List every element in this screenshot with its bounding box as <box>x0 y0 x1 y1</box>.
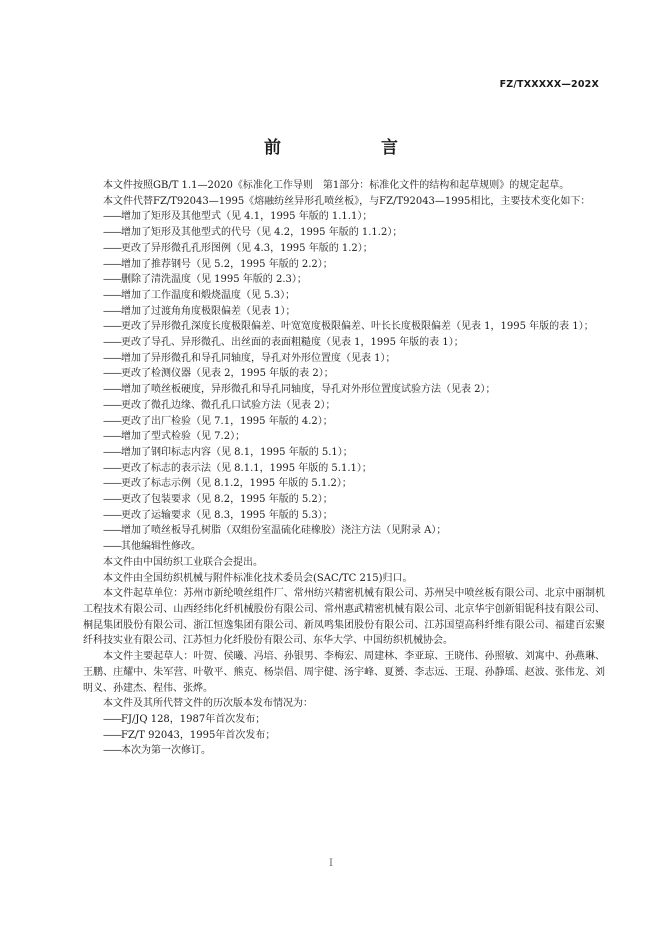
change-item-text: 更改了检测仪器（见表 2，1995 年版的表 2）； <box>121 368 334 380</box>
history-item-text: FZ/T 92043，1995年首次发布； <box>121 729 276 741</box>
list-dash: —— <box>103 289 121 301</box>
history-item <box>83 728 605 744</box>
change-item <box>83 539 605 555</box>
history-item <box>83 712 605 728</box>
change-item-text: 更改了导孔、异形微孔、出丝面的表面粗糙度（见表 1，1995 年版的表 1）； <box>121 337 464 349</box>
change-item <box>83 476 605 492</box>
change-item <box>83 288 605 304</box>
change-item-text: 删除了清洗温度（见 1995 年版的 2.3）； <box>121 274 307 286</box>
list-dash: —— <box>103 415 121 427</box>
change-item-text: 更改了异形微孔深度长度极限偏差、叶宽宽度极限偏差、叶长长度极限偏差（见表 1，1995 年版的表 1）； <box>121 321 594 333</box>
change-item <box>83 508 605 524</box>
change-item-text: 增加了工作温度和煅烧温度（见 5.3）； <box>121 289 296 301</box>
change-item-text: 增加了过渡角角度极限偏差（见表 1）； <box>121 305 296 317</box>
change-item <box>83 241 605 257</box>
document-code: FZ/TXXXXX—202X <box>499 79 599 90</box>
list-dash: —— <box>103 227 121 239</box>
change-item-text: 更改了微孔边缘、微孔孔口试验方法（见表 2）； <box>121 399 336 411</box>
change-item-text: 增加了推荐钢号（见 5.2，1995 年版的 2.2）； <box>121 258 333 270</box>
change-item <box>83 398 605 414</box>
intro-paragraph: 本文件代替FZ/T92043—1995《熔融纺丝异形孔喷丝板》，与FZ/T92043—1995相比，主要技术变化如下： <box>103 195 591 207</box>
change-item <box>83 429 605 445</box>
intro-paragraph: 本文件按照GB/T 1.1—2020《标准化工作导则 第1部分：标准化文件的结构和起草规则》的规定起草。 <box>103 180 570 191</box>
change-item-text: 增加了喷丝板导孔树脂（双组份室温硫化硅橡胶）浇注方法（见附录 A）； <box>121 525 447 537</box>
list-dash: —— <box>103 258 121 270</box>
page-number: I <box>329 858 333 869</box>
change-item-text: 增加了矩形及其他型式（见 4.1，1995 年版的 1.1.1）； <box>121 211 373 223</box>
closing-paragraph: 本文件由中国纺织工业联合会提出。 <box>103 556 263 568</box>
change-item <box>83 209 605 225</box>
change-item <box>83 382 605 398</box>
list-dash: —— <box>103 211 121 223</box>
change-item-text: 其他编辑性修改。 <box>121 541 201 553</box>
list-dash: —— <box>103 337 121 349</box>
history-list <box>83 712 605 759</box>
history-item-text: 本次为第一次修订。 <box>121 745 211 757</box>
changes-list <box>83 209 605 554</box>
change-item <box>83 523 605 539</box>
drafters-paragraph: 本文件主要起草人：叶贺、侯曦、冯培、孙银男、李梅宏、周建林、李亚琼、王晓伟、孙照敏、刘寓中、孙燕琳、王鹏、庄耀中、朱军营、叶敬平、熊克、杨崇倡、周宇健、汤宇峰、夏赟、李志远、王琨、孙静瑶、赵波、张伟龙、刘明义、孙建杰、程伟、张烨。 <box>83 651 605 694</box>
change-item-text: 增加了型式检验（见 7.2）； <box>121 431 246 443</box>
change-item-text: 更改了运输要求（见 8.3，1995 年版的 5.3）； <box>121 509 333 521</box>
list-dash: —— <box>103 509 121 521</box>
list-dash: —— <box>103 274 121 286</box>
list-dash: —— <box>103 745 121 757</box>
history-item <box>83 743 605 759</box>
change-item <box>83 492 605 508</box>
change-item-text: 增加了喷丝板硬度，异形微孔和导孔同轴度，导孔对外形位置度试验方法（见表 2）； <box>121 384 496 396</box>
list-dash: —— <box>103 525 121 537</box>
change-item <box>83 414 605 430</box>
list-dash: —— <box>103 478 121 490</box>
change-item <box>83 304 605 320</box>
change-item <box>83 461 605 477</box>
change-item <box>83 319 605 335</box>
list-dash: —— <box>103 713 121 725</box>
change-item <box>83 445 605 461</box>
list-dash: —— <box>103 541 121 553</box>
change-item <box>83 272 605 288</box>
list-dash: —— <box>103 494 121 506</box>
closing-paragraph: 本文件由全国纺织机械与附件标准化技术委员会(SAC/TC 215)归口。 <box>103 572 413 584</box>
change-item <box>83 366 605 382</box>
list-dash: —— <box>103 368 121 380</box>
list-dash: —— <box>103 399 121 411</box>
change-item <box>83 225 605 241</box>
history-item-text: FJ/JQ 128，1987年首次发布； <box>121 713 266 725</box>
change-item-text: 增加了钢印标志内容（见 8.1，1995 年版的 5.1）； <box>121 446 353 458</box>
document-body <box>83 178 605 759</box>
change-item-text: 更改了出厂检验（见 7.1，1995 年版的 4.2）； <box>121 415 333 427</box>
change-item <box>83 257 605 273</box>
list-dash: —— <box>103 462 121 474</box>
change-item-text: 更改了标志的表示法（见 8.1.1，1995 年版的 5.1.1）； <box>121 462 372 474</box>
drafting-units-paragraph: 本文件起草单位：苏州市新纶喷丝组件厂、常州纺兴精密机械有限公司、苏州吴中喷丝板有限公司、北京中丽制机工程技术有限公司、山西经纬化纤机械股份有限公司、常州惠武精密机械有限公司、北京华宇创新钼铌科技有限公司、桐昆集团股份有限公司、浙江恒逸集团有限公司、新凤鸣集团股份有限公司、江苏国望高科纤维有限公司、福建百宏聚纤科技实业有限公司、江苏恒力化纤股份有限公司、东华大学、中国纺织机械协会。 <box>83 588 605 647</box>
change-item-text: 更改了标志示例（见 8.1.2，1995 年版的 5.1.2）； <box>121 478 352 490</box>
list-dash: —— <box>103 352 121 364</box>
list-dash: —— <box>103 384 121 396</box>
list-dash: —— <box>103 242 121 254</box>
change-item-text: 更改了异形微孔孔形图例（见 4.3，1995 年版的 1.2）； <box>121 242 373 254</box>
list-dash: —— <box>103 729 121 741</box>
list-dash: —— <box>103 321 121 333</box>
list-dash: —— <box>103 446 121 458</box>
change-item <box>83 351 605 367</box>
change-item-text: 更改了包装要求（见 8.2，1995 年版的 5.2）； <box>121 494 333 506</box>
page-title: 前 言 <box>264 138 420 158</box>
history-intro-paragraph: 本文件及其所代替文件的历次版本发布情况为： <box>103 698 313 710</box>
change-item-text: 增加了异形微孔和导孔同轴度，导孔对外形位置度（见表 1）； <box>121 352 396 364</box>
list-dash: —— <box>103 305 121 317</box>
change-item <box>83 335 605 351</box>
list-dash: —— <box>103 431 121 443</box>
change-item-text: 增加了矩形及其他型式的代号（见 4.2，1995 年版的 1.1.2）； <box>121 227 403 239</box>
